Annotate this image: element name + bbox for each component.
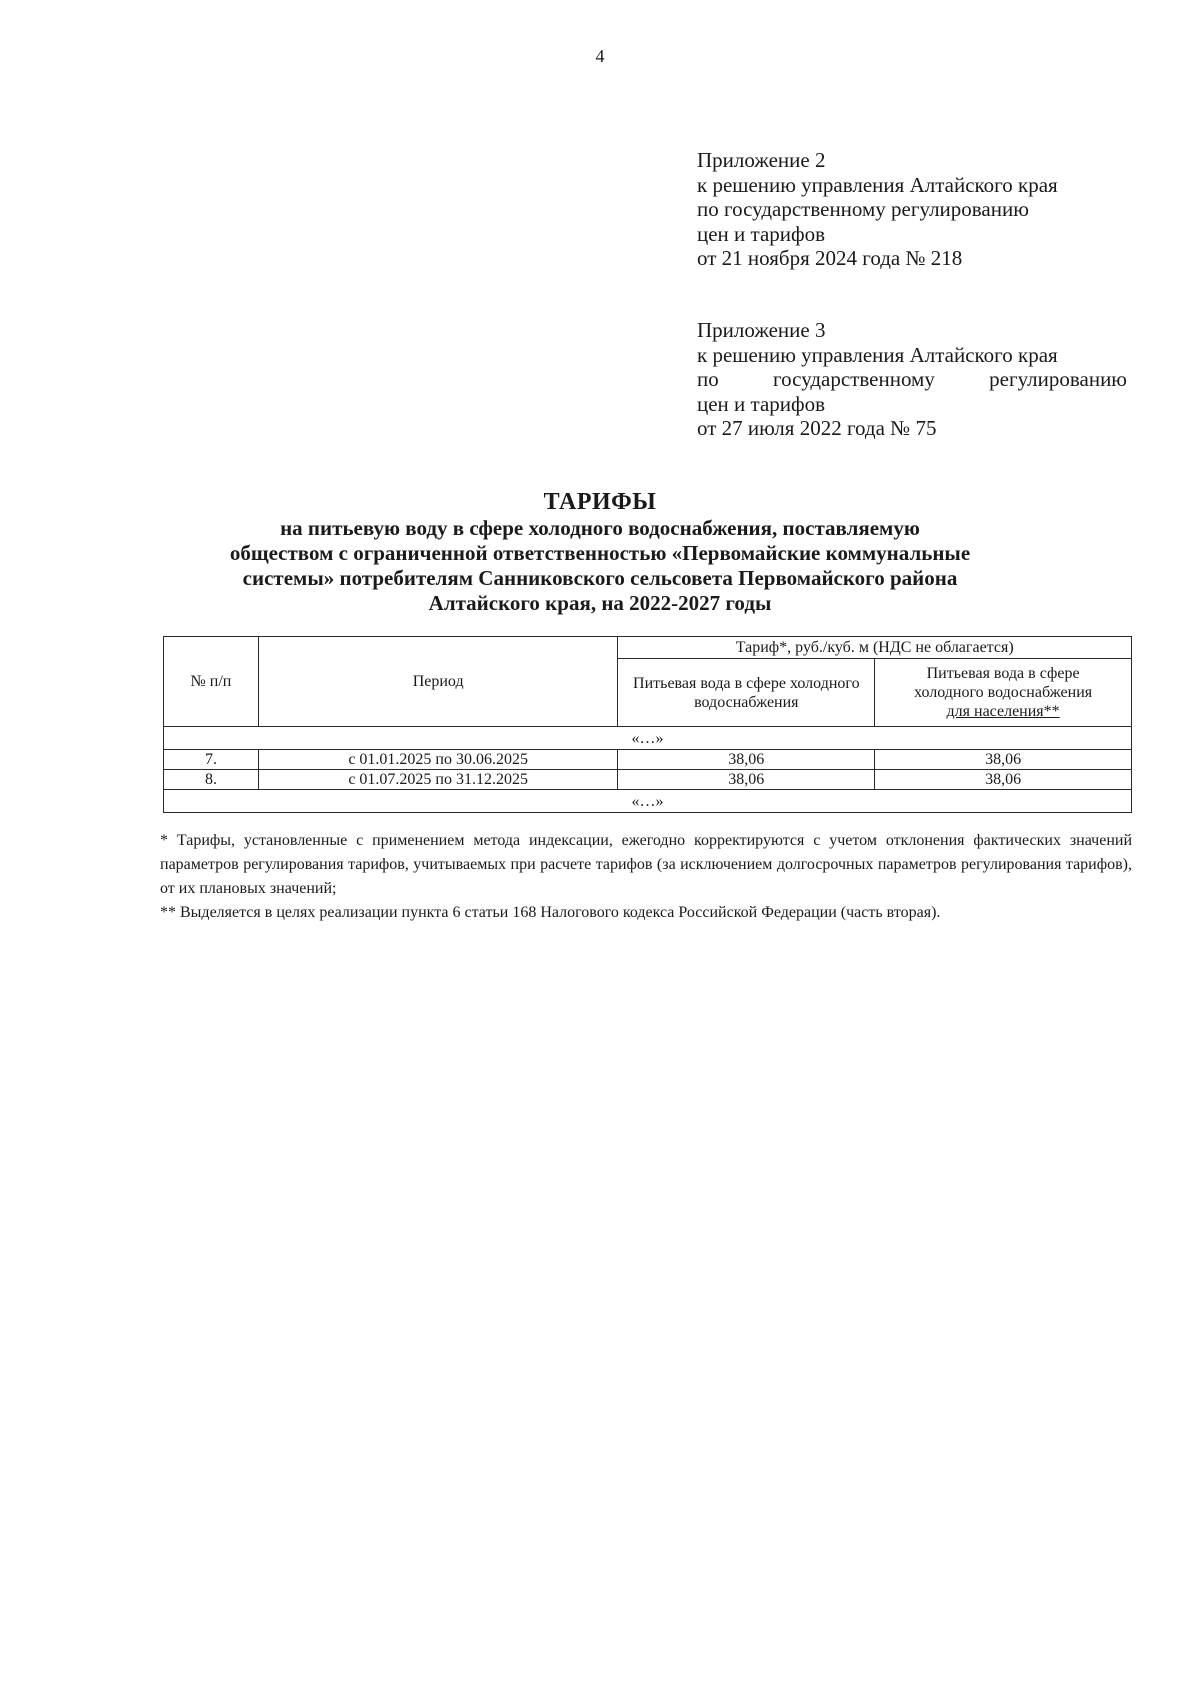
subtitle-line: обществом с ограниченной ответственностью «Первомайские коммунальные — [229, 541, 971, 565]
appendix-original-line-justified — [697, 367, 1127, 392]
appendix-current-date: от 21 ноября 2024 года № 218 — [697, 246, 963, 270]
table-row — [164, 770, 1132, 790]
footnote: * Тарифы, установленные с применением метода индексации, ежегодно корректируются с учетом отклонения фактических значений параметров регулирования тарифов, учитываемых при расчете тарифов (за исключением долгосрочных параметров регулирования тарифов), от их плановых значений; — [160, 832, 1132, 897]
appendix-original-line: к решению управления Алтайского края — [697, 342, 1058, 367]
cell-number: 8. — [164, 770, 259, 790]
cell-population: 38,06 — [875, 750, 1132, 770]
appendix-current-line: цен и тарифов — [697, 221, 826, 246]
footnotes — [160, 829, 1132, 925]
header-number: № п/п — [164, 637, 259, 727]
header-population-line: холодного водоснабжения — [914, 684, 1093, 701]
footnote: ** Выделяется в целях реализации пункта 6 статьи 168 Налогового кодекса Российской Федерации (часть вторая). — [160, 904, 941, 921]
header-population-line: Питьевая вода в сфере — [926, 665, 1080, 682]
appendix-original-word: регулированию — [989, 367, 1127, 391]
header-population-line: для населения** — [946, 703, 1060, 720]
header-tariff: Тариф*, руб./куб. м (НДС не облагается) — [618, 637, 1132, 659]
cell-period: с 01.01.2025 по 30.06.2025 — [258, 750, 618, 770]
table-row-ellipsis — [164, 790, 1132, 813]
cell-period: с 01.07.2025 по 31.12.2025 — [258, 770, 618, 790]
appendix-original-date: от 27 июля 2022 года № 75 — [697, 416, 937, 440]
document-subtitle — [150, 516, 1050, 616]
appendix-original-block — [697, 318, 1127, 441]
appendix-original-title: Приложение 3 — [697, 318, 826, 342]
header-period: Период — [258, 637, 618, 727]
subtitle-line: на питьевую воду в сфере холодного водоснабжения, поставляемую — [280, 516, 920, 540]
table-row-ellipsis — [164, 727, 1132, 750]
appendix-current-line: к решению управления Алтайского края — [697, 172, 1058, 197]
ellipsis-cell: «…» — [164, 790, 1132, 813]
subtitle-line: Алтайского края, на 2022-2027 годы — [428, 591, 772, 615]
appendix-original-word: по — [697, 367, 719, 391]
page-number: 4 — [595, 46, 605, 66]
header-general: Питьевая вода в сфере холодного водоснабжения — [618, 659, 875, 727]
document-title-block — [150, 488, 1050, 616]
cell-population: 38,06 — [875, 770, 1132, 790]
document-title: ТАРИФЫ — [543, 489, 657, 515]
appendix-original-line: цен и тарифов — [697, 391, 826, 416]
header-population — [875, 659, 1132, 727]
table-row — [164, 750, 1132, 770]
cell-general: 38,06 — [618, 770, 875, 790]
appendix-current-title: Приложение 2 — [697, 148, 826, 172]
ellipsis-cell: «…» — [164, 727, 1132, 750]
subtitle-line: системы» потребителям Санниковского сельсовета Первомайского района — [242, 566, 958, 590]
table-header-row — [164, 637, 1132, 659]
appendix-current-line: по государственному регулированию — [697, 197, 1029, 221]
appendix-current-block — [697, 148, 1127, 271]
cell-number: 7. — [164, 750, 259, 770]
cell-general: 38,06 — [618, 750, 875, 770]
appendix-original-word: государственному — [773, 367, 935, 391]
tariff-table — [163, 636, 1132, 813]
